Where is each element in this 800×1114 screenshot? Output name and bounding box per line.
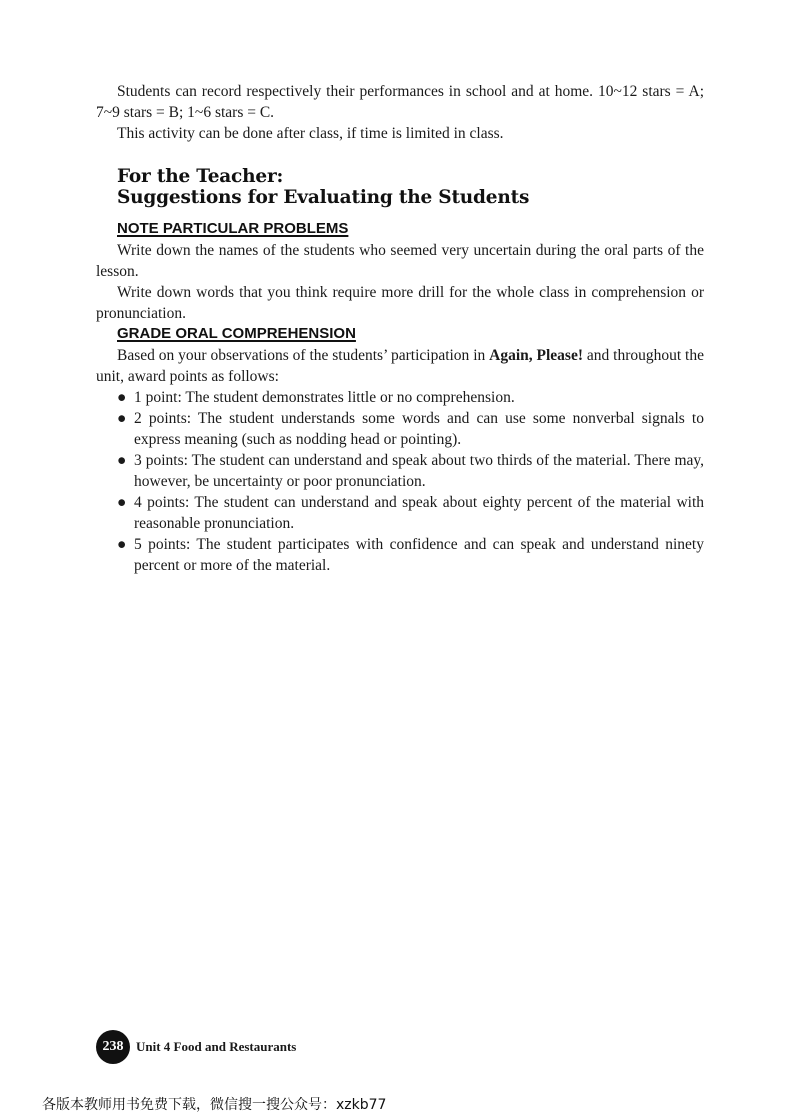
grade-point-item [117, 534, 704, 576]
grade-point-text: 3 points: The student can understand and speak about two thirds of the material. There may, however, be uncertainty or poor pronunciation. [134, 452, 704, 490]
grade-point-item [117, 387, 704, 408]
intro-paragraph-1: Students can record respectively their performances in school and at home. 10~12 stars = A; 7~9 stars = B; 1~6 stars = C. [96, 83, 704, 121]
grade-point-text: 5 points: The student participates with confidence and can speak and understand ninety percent or more of the material. [134, 536, 704, 574]
bullet-icon: ● [117, 410, 127, 427]
grade-point-item [117, 450, 704, 492]
bullet-icon: ● [117, 536, 127, 553]
grade-oral-intro [96, 345, 704, 387]
page-footer [96, 1030, 296, 1064]
grade-point-text: 1 point: The student demonstrates little or no comprehension. [134, 389, 515, 406]
note-problems-block [96, 240, 704, 324]
section-heading-line-1: For the Teacher: [117, 166, 284, 187]
grade-oral-title: GRADE ORAL COMPREHENSION [117, 325, 356, 342]
note-problems-paragraph-2: Write down words that you think require more drill for the whole class in comprehension or pronunciation. [96, 284, 704, 322]
section-heading-line-2: Suggestions for Evaluating the Students [117, 187, 530, 208]
intro-paragraph-2: This activity can be done after class, if time is limited in class. [117, 125, 504, 142]
grade-point-item [117, 408, 704, 450]
section-heading [117, 166, 529, 208]
page-number-badge: 238 [96, 1030, 130, 1064]
grade-oral-intro-after: and throughout the unit, award points as follows: [96, 347, 704, 385]
grade-points-list [117, 387, 704, 576]
grade-oral-intro-emphasis: Again, Please! [489, 347, 583, 364]
grade-oral-intro-before: Based on your observations of the students’ participation in [117, 347, 490, 364]
note-problems-title: NOTE PARTICULAR PROBLEMS [117, 220, 349, 237]
bullet-icon: ● [117, 494, 127, 511]
grade-point-text: 2 points: The student understands some words and can use some nonverbal signals to express meaning (such as nodding head or pointing). [134, 410, 704, 448]
grade-point-item [117, 492, 704, 534]
grade-oral-intro-block [96, 345, 704, 387]
intro-block [96, 81, 704, 144]
bullet-icon: ● [117, 452, 127, 469]
unit-title: Unit 4 Food and Restaurants [136, 1039, 297, 1054]
bullet-icon: ● [117, 389, 127, 406]
note-problems-paragraph-1: Write down the names of the students who seemed very uncertain during the oral parts of the lesson. [96, 242, 704, 280]
grade-point-text: 4 points: The student can understand and speak about eighty percent of the material with reasonable pronunciation. [134, 494, 704, 532]
watermark-text: 各版本教师用书免费下载，微信搜一搜公众号：xzkb77 [42, 1097, 387, 1113]
